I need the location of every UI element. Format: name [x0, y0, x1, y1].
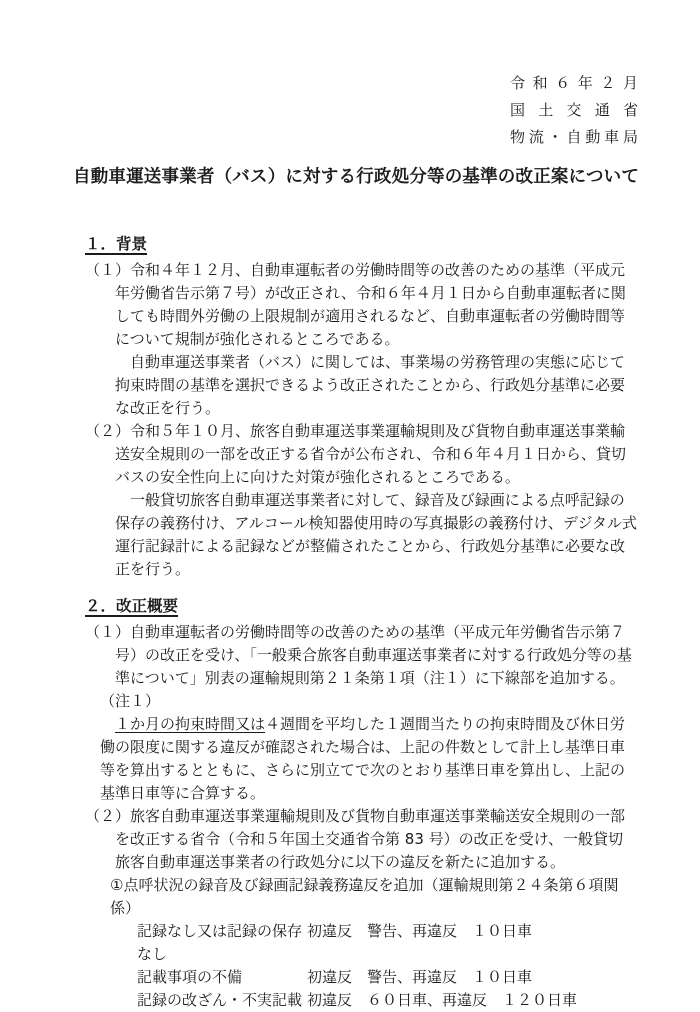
paragraph [85, 621, 638, 690]
doc-date: 令和６年２月 [510, 74, 638, 92]
paragraph [85, 420, 638, 489]
list-item-2 [85, 805, 638, 874]
doc-organization: 国土交通省 [510, 101, 638, 119]
paragraph: 一般貸切旅客自動車運送事業者に対して、録音及び録画による点呼記録の保存の義務付け、アルコール検知器使用時の写真撮影の義務付け、デジタル式運行記録計による記録などが整備されたことから、行政処分基準に必要な改正を行う。 [115, 491, 638, 578]
note-label: （注１） [100, 692, 161, 710]
section-overview-heading: ２．改正概要 [85, 597, 179, 615]
sub-item-circled-1 [110, 874, 638, 920]
penalty-row [137, 989, 638, 1012]
penalty-value: 初違反 警告、再違反 １０日車 [307, 922, 533, 940]
paragraph-text: 旅客自動車運送事業運輸規則及び貨物自動車運送事業輸送安全規則の一部を改正する省令（令和５年国土交通省令第 83 号）の改正を受け、一般貸切旅客自動車運送事業者の行政処分に以下の違反を新たに追加する。 [115, 807, 626, 871]
penalty-table [137, 920, 638, 1012]
sub-item-text: 点呼状況の録音及び録画記録義務違反を追加（運輸規則第２４条第６項関係） [110, 876, 619, 917]
paragraph [85, 805, 638, 874]
item-label: （２） [85, 422, 131, 440]
doc-bureau: 物流・自動車局 [510, 128, 638, 146]
list-item-1 [85, 259, 638, 420]
item-label: （２） [85, 807, 131, 825]
section-background [85, 233, 638, 581]
note-body [100, 713, 638, 805]
penalty-row [137, 920, 638, 966]
penalty-value: 初違反 ６０日車、再違反 １２０日車 [307, 991, 578, 1009]
paragraph-text: 自動車運転者の労働時間等の改善のための基準（平成元年労働省告示第７号）の改正を受け、「一般乗合旅客自動車運送事業者に対する行政処分等の基準について」別表の運輸規則第２１条第１項（注１）に下線部を追加する。 [115, 623, 632, 687]
paragraph [85, 259, 638, 351]
paragraph-text: 令和４年１２月、自動車運転者の労働時間等の改善のための基準（平成元年労働省告示第７号）が改正され、令和６年４月１日から自動車運転者に関しても時間外労働の上限規制が適用されるなど、自動車運転者の労働時間等について規制が強化されるところである。 [115, 261, 626, 348]
section-background-body [85, 259, 638, 581]
paragraph-text: 令和５年１０月、旅客自動車運送事業運輸規則及び貨物自動車運送事業輸送安全規則の一部を改正する省令が公布され、令和６年４月１日から、貸切バスの安全性向上に向けた対策が強化されるところである。 [115, 422, 626, 486]
section-overview-body [85, 621, 638, 1012]
document-header [510, 70, 638, 151]
item-label: （１） [85, 261, 131, 279]
item-label: （１） [85, 623, 131, 641]
section-background-heading: １．背景 [85, 235, 148, 253]
list-item-1 [85, 621, 638, 690]
violation-label: 記載事項の不備 [137, 968, 243, 986]
section-overview [85, 595, 638, 1012]
list-item-2 [85, 420, 638, 581]
violation-label: 記録の改ざん・不実記載 [137, 991, 303, 1009]
penalty-row [137, 966, 638, 989]
penalty-value: 初違反 警告、再違反 １０日車 [307, 968, 533, 986]
document-title: 自動車運送事業者（バス）に対する行政処分等の基準の改正案について [73, 167, 640, 187]
note-text: ４週間を平均した１週間当たりの拘束時間及び休日労働の限度に関する違反が確認された場合は、上記の件数として計上し基準日車等を算出するとともに、さらに別立てで次のとおり基準日車を算出し、上記の基準日車等に合算する。 [100, 715, 626, 802]
underlined-text: １か月の拘束時間又は [115, 715, 266, 733]
note-block [100, 690, 638, 805]
paragraph: 自動車運送事業者（バス）に関しては、事業場の労務管理の実態に応じて拘束時間の基準を選択できるよう改正されたことから、行政処分基準に必要な改正を行う。 [115, 353, 626, 417]
sub-item-label: ① [110, 876, 124, 894]
violation-label: 記録なし又は記録の保存なし [137, 922, 303, 963]
